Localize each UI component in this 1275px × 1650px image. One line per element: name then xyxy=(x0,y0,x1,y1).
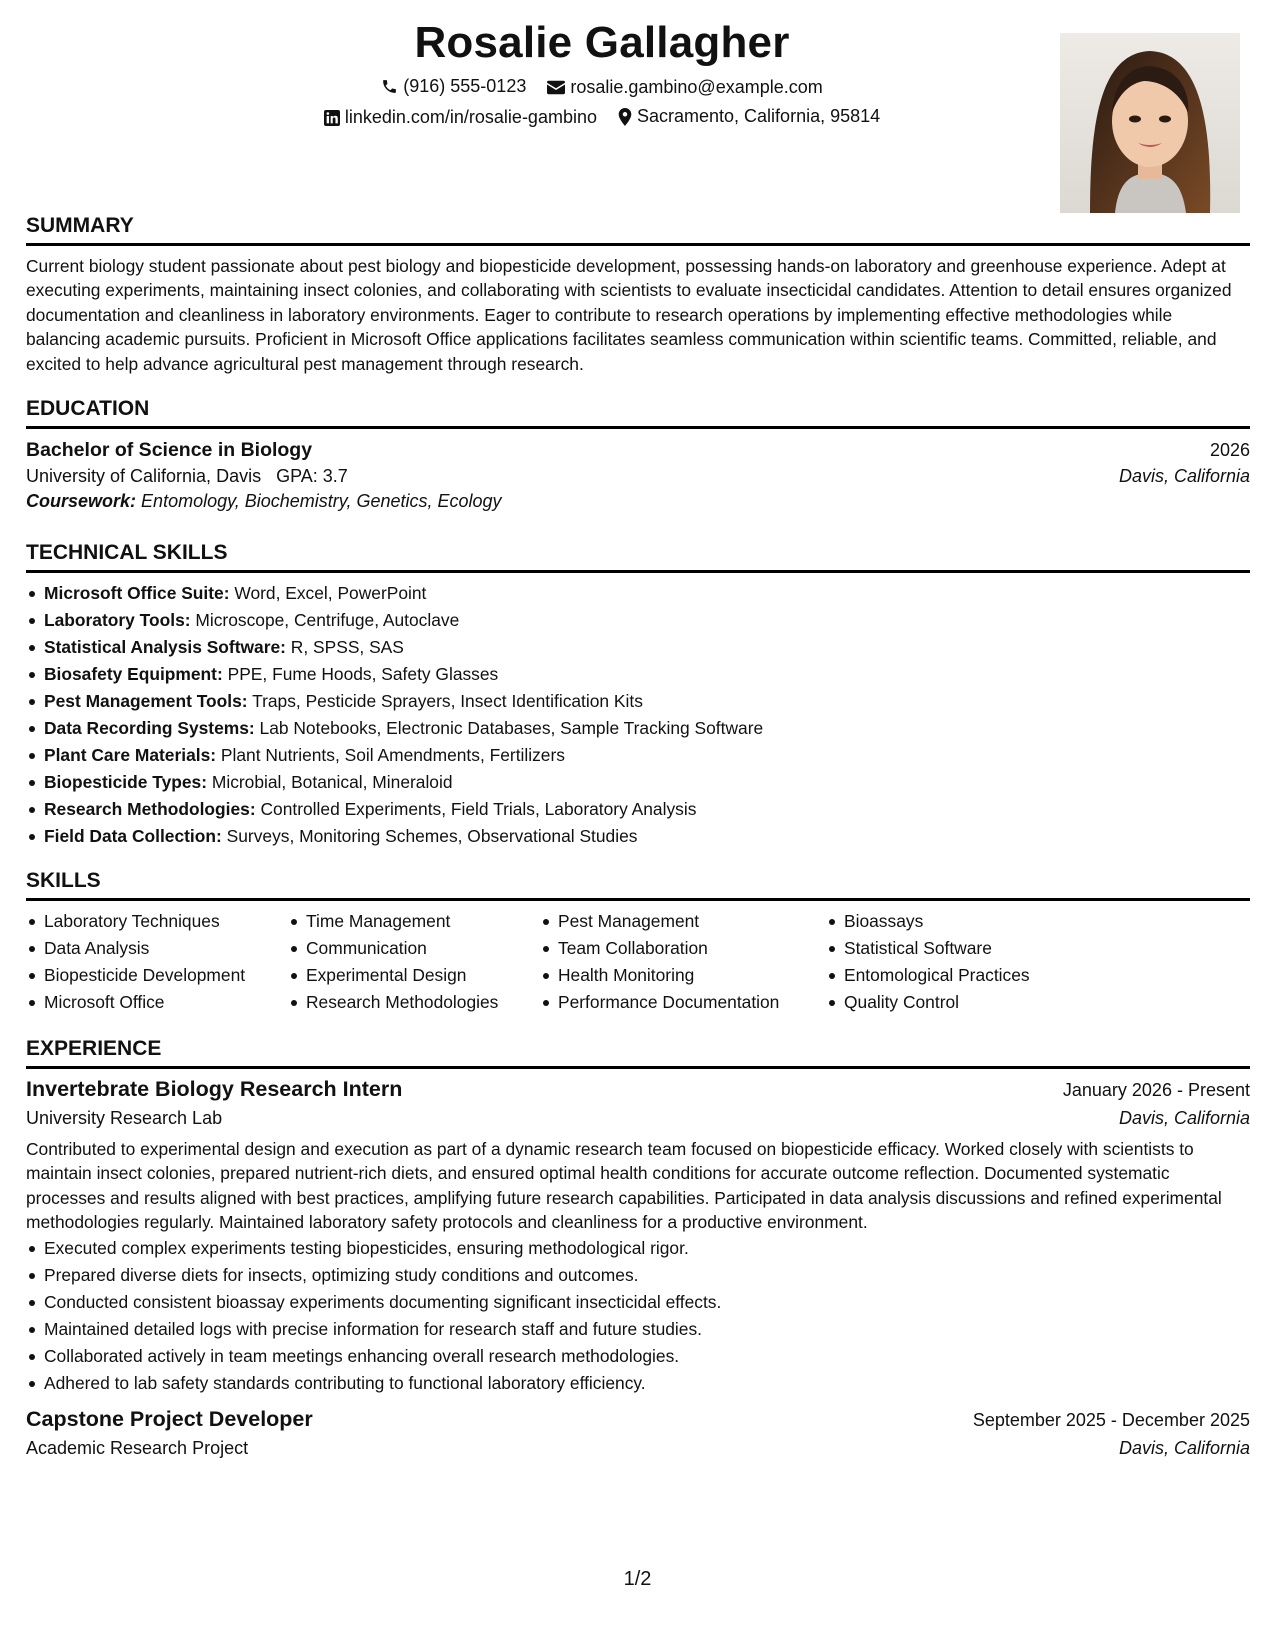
skills-column-2 xyxy=(288,908,540,1016)
skill-item: Time Management xyxy=(288,908,540,935)
tech-skill-value: Surveys, Monitoring Schemes, Observational Studies xyxy=(226,826,638,846)
map-pin-icon xyxy=(618,108,632,126)
job-location: Davis, California xyxy=(1118,1108,1250,1128)
technical-skills-heading: TECHNICAL SKILLS xyxy=(26,539,1250,573)
coursework-list: Entomology, Biochemistry, Genetics, Ecology xyxy=(141,491,502,511)
tech-skill-value: Lab Notebooks, Electronic Databases, Sample Tracking Software xyxy=(259,718,764,738)
tech-skill-value: Controlled Experiments, Field Trials, Laboratory Analysis xyxy=(260,799,697,819)
tech-skill-label: Biosafety Equipment: xyxy=(44,664,223,684)
job-role: Capstone Project Developer xyxy=(26,1406,313,1431)
job-location: Davis, California xyxy=(1118,1437,1250,1458)
skill-item: Experimental Design xyxy=(288,962,540,989)
skill-item: Quality Control xyxy=(826,989,1086,1016)
skill-item: Statistical Software xyxy=(826,935,1086,962)
coursework-label: Coursework: xyxy=(26,491,137,511)
skill-item: Pest Management xyxy=(540,908,826,935)
skills-heading: SKILLS xyxy=(26,867,1250,901)
school-row xyxy=(26,466,1250,487)
skills-grid xyxy=(26,908,1250,1016)
tech-skill-item xyxy=(26,715,1250,742)
job-role: Invertebrate Biology Research Intern xyxy=(26,1077,403,1101)
job-bullet: Maintained detailed logs with precise information for research staff and future studies. xyxy=(26,1316,1250,1343)
tech-skill-value: Microbial, Botanical, Mineraloid xyxy=(211,772,453,792)
skill-item: Communication xyxy=(288,935,540,962)
degree-title: Bachelor of Science in Biology xyxy=(26,439,313,461)
envelope-icon xyxy=(547,80,565,95)
skill-item: Team Collaboration xyxy=(540,935,826,962)
education-heading: EDUCATION xyxy=(26,395,1250,429)
job-bullet: Executed complex experiments testing biopesticides, ensuring methodological rigor. xyxy=(26,1235,1250,1262)
phone-text: (916) 555-0123 xyxy=(403,76,527,96)
skill-item: Entomological Practices xyxy=(826,962,1086,989)
skills-section xyxy=(26,867,1250,1016)
tech-skill-item xyxy=(26,769,1250,796)
linkedin-contact[interactable] xyxy=(324,107,597,128)
candidate-name: Rosalie Gallagher xyxy=(414,18,790,67)
skills-column-1 xyxy=(26,908,288,1016)
job-entry xyxy=(26,1407,1250,1459)
summary-heading: SUMMARY xyxy=(26,212,1250,246)
technical-skills-section xyxy=(26,539,1250,850)
tech-skill-item xyxy=(26,742,1250,769)
skill-item: Microsoft Office xyxy=(26,989,288,1016)
tech-skill-label: Biopesticide Types: xyxy=(44,772,207,792)
email-contact[interactable] xyxy=(547,77,822,98)
graduation-year: 2026 xyxy=(1209,440,1250,460)
job-bullet: Collaborated actively in team meetings enhancing overall research methodologies. xyxy=(26,1343,1250,1370)
job-entry xyxy=(26,1077,1250,1397)
school-location: Davis, California xyxy=(1118,466,1250,486)
location-contact xyxy=(618,106,880,127)
location-text: Sacramento, California, 95814 xyxy=(637,106,881,126)
job-bullet: Prepared diverse diets for insects, optimizing study conditions and outcomes. xyxy=(26,1262,1250,1289)
tech-skill-label: Laboratory Tools: xyxy=(44,610,191,630)
page-number: 1/2 xyxy=(623,1568,652,1590)
tech-skill-item xyxy=(26,580,1250,607)
skill-item: Laboratory Techniques xyxy=(26,908,288,935)
summary-section xyxy=(26,212,1250,376)
job-org: Academic Research Project xyxy=(26,1437,249,1458)
tech-skill-item xyxy=(26,796,1250,823)
gpa: GPA: 3.7 xyxy=(276,466,348,486)
job-dates: September 2025 - December 2025 xyxy=(972,1409,1250,1430)
school-line xyxy=(26,466,348,487)
tech-skill-value: R, SPSS, SAS xyxy=(290,637,404,657)
tech-skill-label: Statistical Analysis Software: xyxy=(44,637,286,657)
job-org-row xyxy=(26,1108,1250,1129)
phone-contact xyxy=(381,76,526,97)
tech-skill-label: Pest Management Tools: xyxy=(44,691,248,711)
degree-row xyxy=(26,439,1250,462)
tech-skill-label: Data Recording Systems: xyxy=(44,718,255,738)
tech-skill-label: Field Data Collection: xyxy=(44,826,222,846)
technical-skills-list xyxy=(26,580,1250,850)
skill-item: Health Monitoring xyxy=(540,962,826,989)
email-text[interactable]: rosalie.gambino@example.com xyxy=(570,77,823,97)
tech-skill-label: Research Methodologies: xyxy=(44,799,256,819)
skill-item: Bioassays xyxy=(826,908,1086,935)
linkedin-icon xyxy=(324,110,340,126)
skill-item: Performance Documentation xyxy=(540,989,826,1016)
tech-skill-item xyxy=(26,661,1250,688)
job-title-row xyxy=(26,1077,1250,1102)
job-org-row xyxy=(26,1438,1250,1459)
job-org: University Research Lab xyxy=(26,1108,223,1128)
job-title-row xyxy=(26,1407,1250,1432)
phone-icon xyxy=(381,78,398,95)
school-name: University of California, Davis xyxy=(26,466,262,486)
job-bullets xyxy=(26,1235,1250,1397)
tech-skill-item xyxy=(26,634,1250,661)
tech-skill-value: Plant Nutrients, Soil Amendments, Fertilizers xyxy=(220,745,565,765)
tech-skill-value: Microscope, Centrifuge, Autoclave xyxy=(195,610,460,630)
job-bullet: Conducted consistent bioassay experiments documenting significant insecticidal effects. xyxy=(26,1289,1250,1316)
coursework-line xyxy=(26,491,1250,512)
summary-text: Current biology student passionate about pest biology and biopesticide development, possessing hands-on laboratory and greenhouse experience. Adept at executing experiments, maintaining insect colonies, and collaborating with scientists to evaluate insecticidal candidates. Attention to detail ensures organized documentation and cleanliness in laboratory environments. Eager to contribute to research operations by implementing effective methodologies while balancing academic pursuits. Proficient in Microsoft Office applications facilitates seamless communication within scientific teams. Committed, reliable, and excited to help advance agricultural pest management through research. xyxy=(26,256,1232,374)
education-section xyxy=(26,395,1250,512)
skill-item: Data Analysis xyxy=(26,935,288,962)
tech-skill-item xyxy=(26,607,1250,634)
skills-column-3 xyxy=(540,908,826,1016)
skills-column-4 xyxy=(826,908,1086,1016)
job-dates: January 2026 - Present xyxy=(1062,1080,1250,1100)
profile-photo xyxy=(1060,33,1240,213)
job-description: Contributed to experimental design and execution as part of a dynamic research team focused on biopesticide efficacy. Worked closely with scientists to maintain insect colonies, prepared nutrient-rich diets, and ensured optimal health conditions for accurate outcome reflection. Documented systematic processes and results aligned with best practices, amplifying future research capabilities. Participated in data analysis discussions and refined experimental methodologies regularly. Maintained laboratory safety protocols and cleanliness for a productive environment. xyxy=(26,1139,1222,1233)
tech-skill-value: Traps, Pesticide Sprayers, Insect Identification Kits xyxy=(252,691,643,711)
experience-section xyxy=(26,1035,1250,1459)
skill-item: Biopesticide Development xyxy=(26,962,288,989)
skill-item: Research Methodologies xyxy=(288,989,540,1016)
experience-heading: EXPERIENCE xyxy=(26,1035,1250,1069)
tech-skill-item xyxy=(26,688,1250,715)
linkedin-text[interactable]: linkedin.com/in/rosalie-gambino xyxy=(344,107,597,127)
tech-skill-item xyxy=(26,823,1250,850)
tech-skill-label: Plant Care Materials: xyxy=(44,745,217,765)
tech-skill-value: PPE, Fume Hoods, Safety Glasses xyxy=(227,664,499,684)
job-bullet: Adhered to lab safety standards contributing to functional laboratory efficiency. xyxy=(26,1370,1250,1397)
tech-skill-value: Word, Excel, PowerPoint xyxy=(234,583,427,603)
tech-skill-label: Microsoft Office Suite: xyxy=(44,583,230,603)
